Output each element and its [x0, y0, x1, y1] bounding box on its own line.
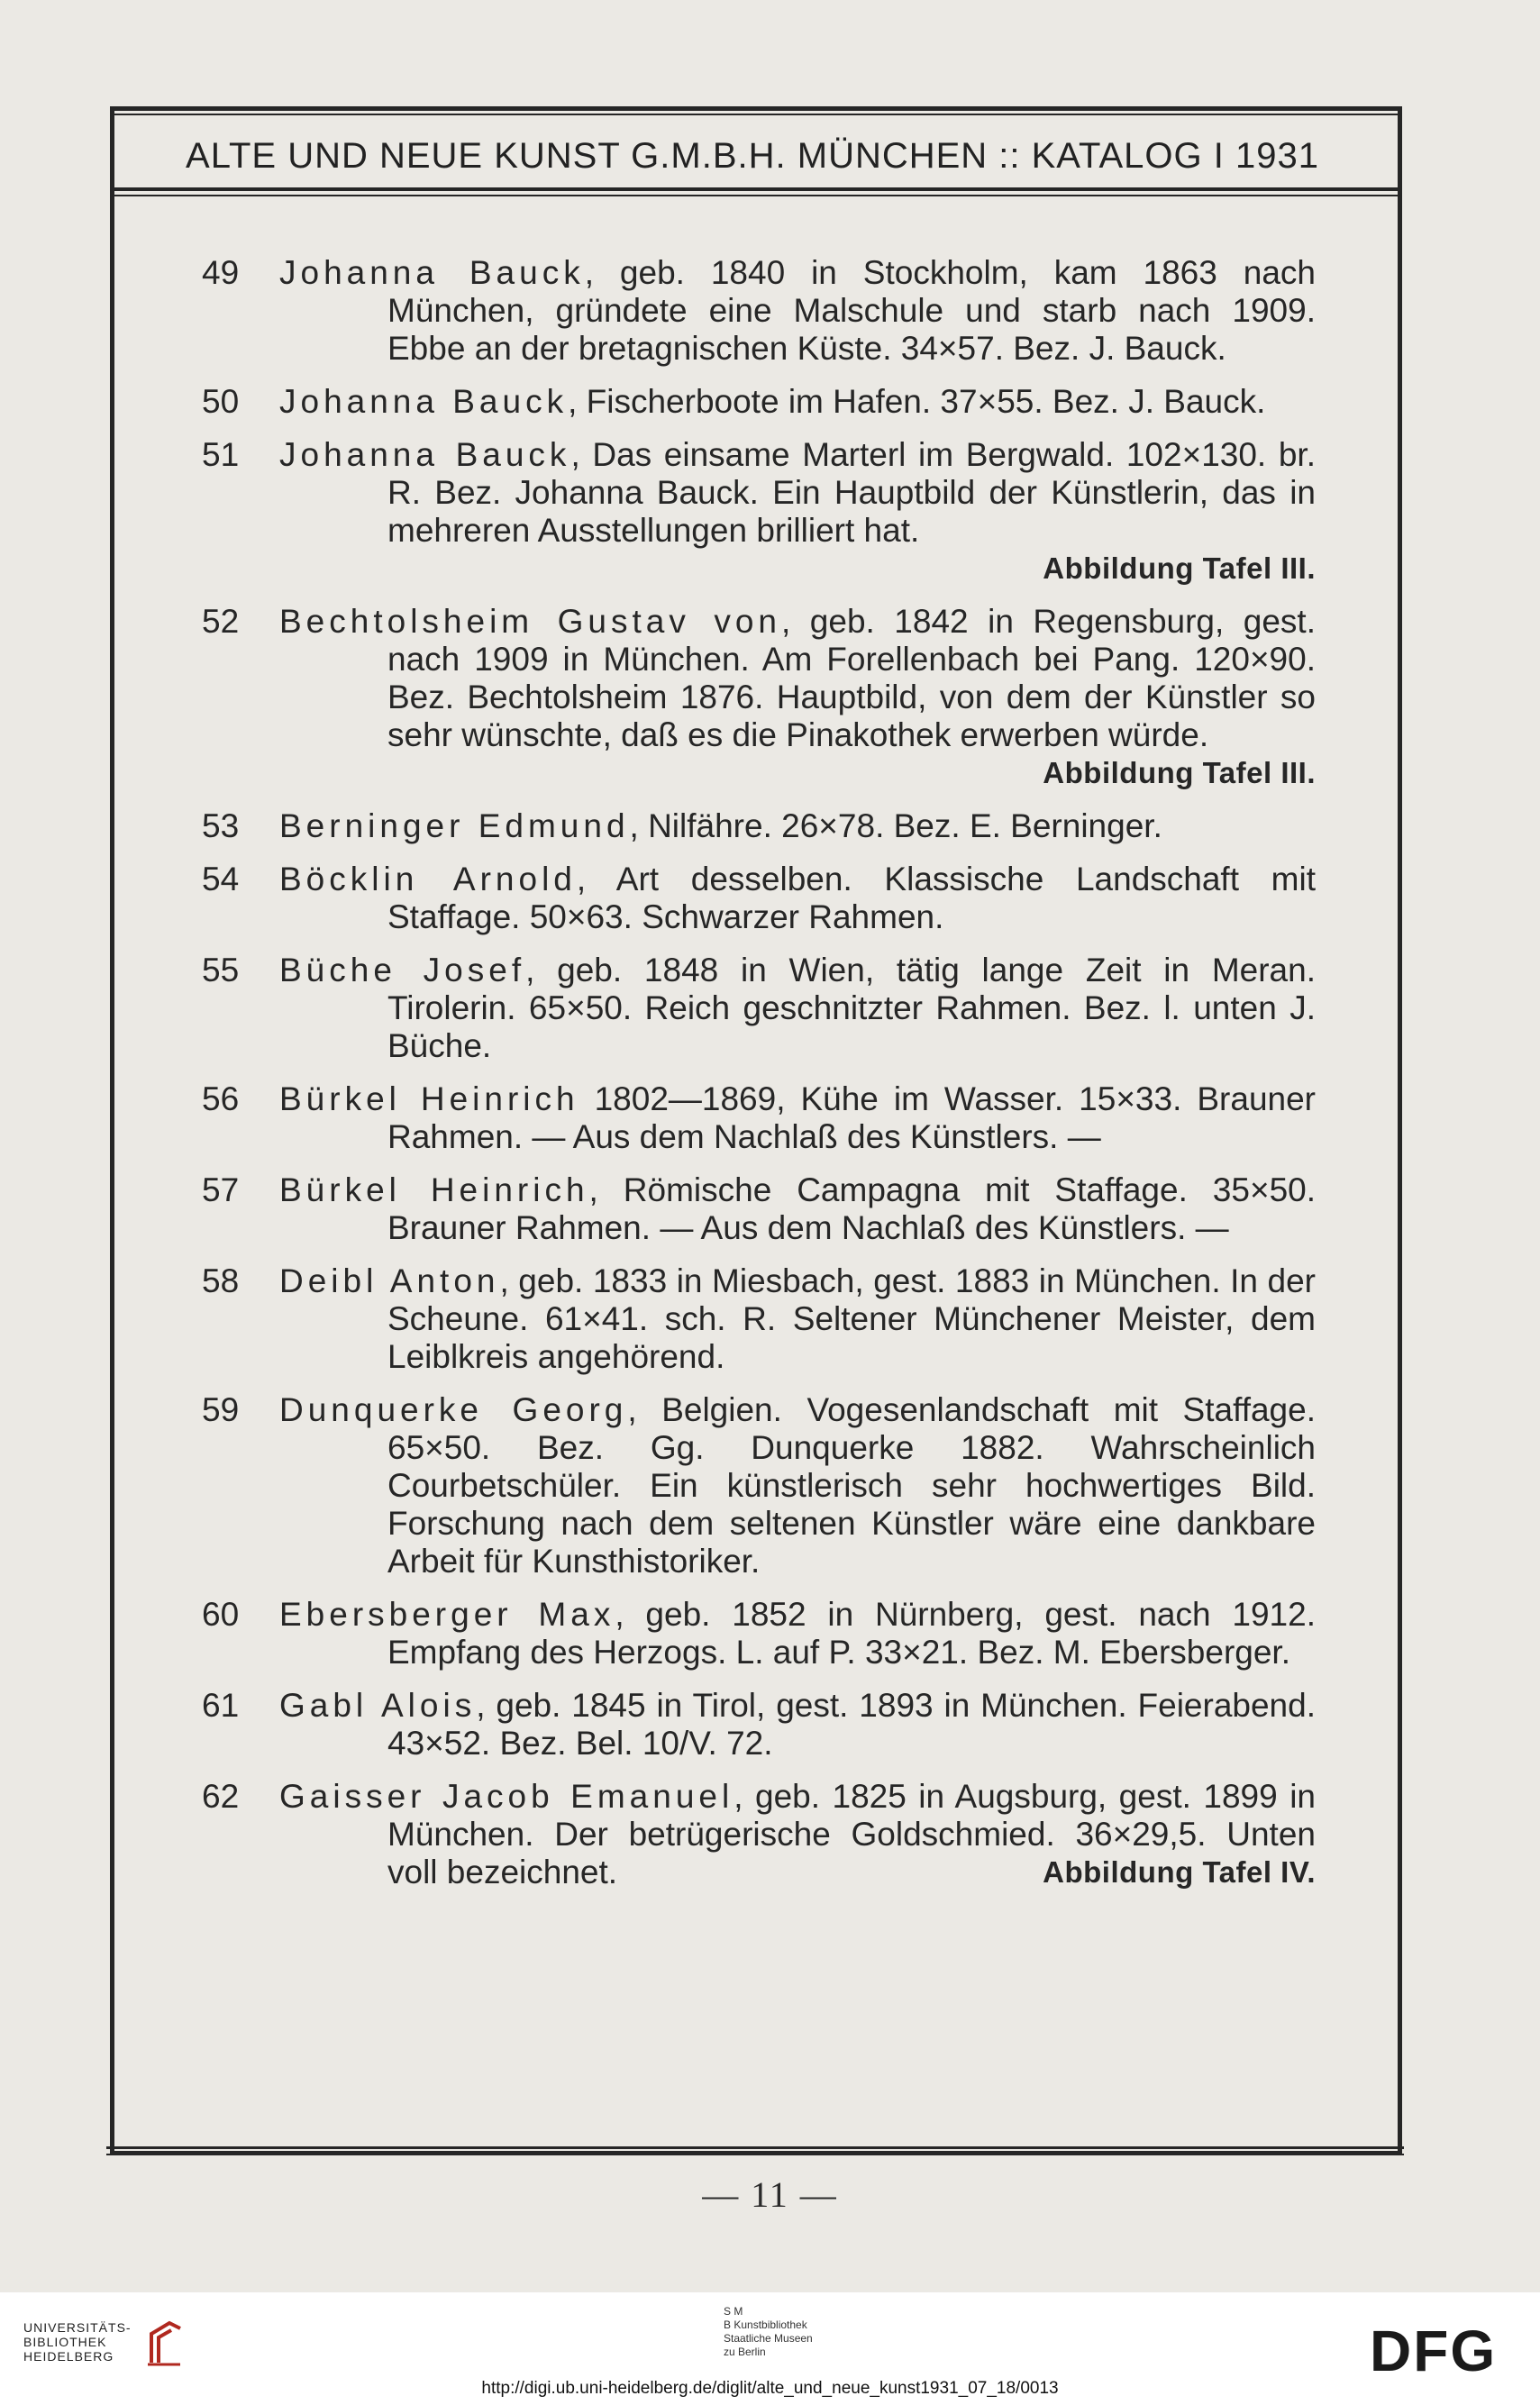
entry-text: , geb. 1848 in Wien, tätig lange Zeit in Meran. Tirolerin. 65×50. Reich geschnitzter Rahmen. Bez. l. unten J. Büche.	[387, 952, 1316, 1064]
entry-number: 55	[202, 952, 240, 988]
entry-text: , Nilfähre. 26×78. Bez. E. Berninger.	[629, 807, 1162, 844]
entry-number: 60	[202, 1596, 240, 1633]
artist-name: Gaisser Jacob Emanuel	[279, 1778, 734, 1815]
artist-name: Bürkel Heinrich	[279, 1171, 589, 1208]
entry-number: 58	[202, 1262, 240, 1299]
catalog-entry	[180, 603, 1316, 792]
stamp-line: S M	[724, 2305, 743, 2318]
artist-name: Dunquerke Georg	[279, 1391, 628, 1428]
entry-number: 56	[202, 1080, 240, 1117]
header-rule	[110, 114, 1402, 115]
entry-number: 59	[202, 1391, 240, 1428]
catalog-entry	[180, 1080, 1316, 1156]
university-mark-icon	[144, 2316, 189, 2370]
entry-text: 1802—1869, Kühe im Wasser. 15×33. Brauner Rahmen. — Aus dem Nachlaß des Künstlers. —	[387, 1080, 1316, 1155]
plate-reference: Abbildung Tafel IV.	[1043, 1855, 1316, 1889]
entry-number: 54	[202, 861, 240, 897]
logo-line: BIBLIOTHEK	[23, 2335, 107, 2349]
header-rule	[110, 195, 1402, 196]
page-number: — 11 —	[702, 2174, 838, 2215]
entry-number: 52	[202, 603, 240, 640]
page-header: ALTE UND NEUE KUNST G.M.B.H. MÜNCHEN :: KATALOG I 1931	[186, 135, 1319, 176]
stamp-line: B Kunstbibliothek	[724, 2318, 807, 2331]
entry-number: 62	[202, 1778, 240, 1815]
entry-text: , geb. 1840 in Stockholm, kam 1863 nach München, gründete eine Malschule und starb nach 1909. Ebbe an der bretagnischen Küste. 34×57. Bez. J. Bauck.	[387, 254, 1316, 367]
entry-number: 61	[202, 1687, 240, 1724]
stamp-line: zu Berlin	[724, 2346, 766, 2358]
catalog-entry	[180, 807, 1316, 845]
dfg-logo[interactable]: DFG	[1370, 2318, 1498, 2383]
plate-reference: Abbildung Tafel III.	[1043, 756, 1316, 789]
entry-text: , geb. 1833 in Miesbach, gest. 1883 in München. In der Scheune. 61×41. sch. R. Seltener Münchener Meister, dem Leiblkreis angehörend.	[387, 1262, 1316, 1375]
entry-text: , geb. 1842 in Regensburg, gest. nach 1909 in München. Am Forellenbach bei Pang. 120×90. Bez. Bechtolsheim 1876. Hauptbild, von dem der Künstler so sehr wünschte, daß es die Pinakothek erwerben würde.	[387, 603, 1316, 753]
entry-text: , Fischerboote im Hafen. 37×55. Bez. J. Bauck.	[568, 383, 1266, 420]
entry-number: 53	[202, 807, 240, 844]
artist-name: Bechtolsheim Gustav von	[279, 603, 781, 640]
logo-line: HEIDELBERG	[23, 2349, 114, 2364]
catalog-entry	[180, 1262, 1316, 1376]
entry-number: 50	[202, 383, 240, 420]
catalog-entry	[180, 861, 1316, 936]
catalog-entry	[180, 1687, 1316, 1763]
entry-number: 57	[202, 1171, 240, 1208]
permalink-url[interactable]: http://digi.ub.uni-heidelberg.de/diglit/alte_und_neue_kunst1931_07_18/0013	[481, 2379, 1059, 2398]
header-rule	[110, 187, 1402, 191]
artist-name: Berninger Edmund	[279, 807, 630, 844]
catalog-entry	[180, 436, 1316, 588]
catalog-entry	[180, 1778, 1316, 1891]
footer-rule	[106, 2146, 1404, 2149]
entry-number: 49	[202, 254, 240, 291]
catalog-entry	[180, 254, 1316, 368]
artist-name: Büche Josef	[279, 952, 526, 988]
catalog-entry	[180, 1391, 1316, 1581]
logo-line: UNIVERSITÄTS-	[23, 2320, 132, 2335]
artist-name: Böcklin Arnold	[279, 861, 577, 897]
entry-text: , Römische Campagna mit Staffage. 35×50. Brauner Rahmen. — Aus dem Nachlaß des Künstlers. —	[387, 1171, 1317, 1246]
entry-text: , Das einsame Marterl im Bergwald. 102×130. br. R. Bez. Johanna Bauck. Ein Hauptbild der Künstlerin, das in mehreren Ausstellungen brilliert hat.	[387, 436, 1316, 549]
entry-text: , Art desselben. Klassische Landschaft mit Staffage. 50×63. Schwarzer Rahmen.	[387, 861, 1316, 935]
entry-text: , geb. 1852 in Nürnberg, gest. nach 1912. Empfang des Herzogs. L. auf P. 33×21. Bez. M. Ebersberger.	[387, 1596, 1316, 1671]
artist-name: Bürkel Heinrich	[279, 1080, 579, 1117]
plate-reference: Abbildung Tafel III.	[1043, 551, 1316, 585]
catalog-entry	[180, 952, 1316, 1065]
catalog-entry	[180, 383, 1316, 421]
university-library-logo[interactable]	[23, 2320, 132, 2364]
library-stamp	[724, 2305, 813, 2359]
footer-rule	[106, 2154, 1404, 2155]
artist-name: Johanna Bauck	[279, 436, 571, 473]
artist-name: Johanna Bauck	[279, 383, 569, 420]
catalog-entries	[180, 254, 1316, 1907]
catalog-entry	[180, 1596, 1316, 1672]
catalog-entry	[180, 1171, 1316, 1247]
entry-text: , geb. 1845 in Tirol, gest. 1893 in München. Feierabend. 43×52. Bez. Bel. 10/V. 72.	[387, 1687, 1316, 1762]
entry-number: 51	[202, 436, 240, 473]
stamp-line: Staatliche Museen	[724, 2332, 813, 2345]
artist-name: Ebersberger Max	[279, 1596, 615, 1633]
entry-text: , geb. 1825 in Augsburg, gest. 1899 in München. Der betrügerische Goldschmied. 36×29,5. Unten voll bezeichnet.	[387, 1778, 1316, 1890]
entry-text: , Belgien. Vogesenlandschaft mit Staffage. 65×50. Bez. Gg. Dunquerke 1882. Wahrscheinlich Courbetschüler. Ein künstlerisch sehr hochwertiges Bild. Forschung nach dem seltenen Künstler wäre eine dankbare Arbeit für Kunsthistoriker.	[387, 1391, 1316, 1580]
artist-name: Deibl Anton	[279, 1262, 500, 1299]
artist-name: Gabl Alois	[279, 1687, 477, 1724]
artist-name: Johanna Bauck	[279, 254, 585, 291]
